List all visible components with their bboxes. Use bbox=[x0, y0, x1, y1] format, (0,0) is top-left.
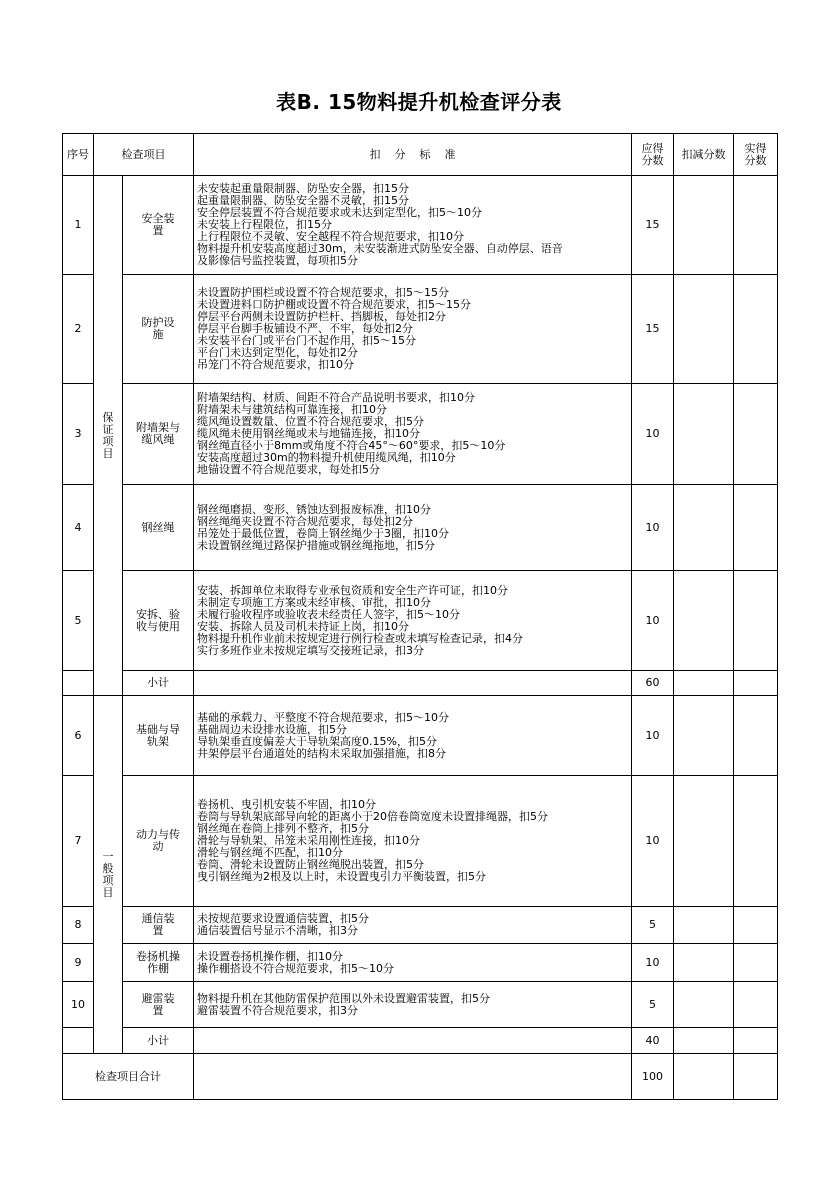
standard-line: 未制定专项施工方案或未经审核、审批，扣10分 bbox=[197, 595, 431, 609]
row-due-score: 10 bbox=[632, 944, 674, 982]
header-deduct: 扣减分数 bbox=[674, 134, 734, 176]
row-standard bbox=[194, 485, 632, 571]
group-label-text: 保证项目 bbox=[102, 410, 114, 460]
table-row bbox=[63, 275, 778, 384]
row-standard bbox=[194, 671, 632, 696]
row-standard bbox=[194, 1028, 632, 1054]
row-item-text: 基础与导轨架 bbox=[136, 722, 180, 748]
group-label-general bbox=[94, 696, 123, 1054]
row-actual-score[interactable] bbox=[734, 1028, 778, 1054]
standard-line: 吊笼处于最低位置，卷筒上钢丝绳少于3圈，扣10分 bbox=[197, 526, 449, 540]
row-item-text: 避雷装置 bbox=[141, 991, 175, 1017]
table-row bbox=[63, 176, 778, 275]
row-actual-score[interactable] bbox=[734, 776, 778, 907]
row-item bbox=[123, 696, 194, 776]
total-deduct-score[interactable] bbox=[674, 1054, 734, 1100]
header-standard: 扣 分 标 准 bbox=[194, 134, 632, 176]
row-due-score: 15 bbox=[632, 275, 674, 384]
standard-line: 安全停层装置不符合规范要求或未达到定型化，扣5～10分 bbox=[197, 206, 482, 219]
standard-line: 上行程限位不灵敏、安全越程不符合规范要求，扣10分 bbox=[197, 230, 464, 243]
row-item bbox=[123, 571, 194, 671]
row-standard bbox=[194, 982, 632, 1028]
row-item-text: 防护设施 bbox=[141, 316, 175, 341]
total-standard bbox=[194, 1054, 632, 1100]
row-seq: 1 bbox=[63, 176, 94, 275]
standard-line: 附墙架结构、材质、间距不符合产品说明书要求，扣10分 bbox=[197, 391, 475, 404]
standard-line: 井架停层平台通道处的结构未采取加强措施，扣8分 bbox=[197, 746, 446, 760]
standard-line: 卷扬机、曳引机安装不牢固，扣10分 bbox=[197, 798, 376, 811]
row-actual-score[interactable] bbox=[734, 907, 778, 944]
header-row bbox=[63, 134, 778, 176]
row-actual-score[interactable] bbox=[734, 944, 778, 982]
row-seq: 2 bbox=[63, 275, 94, 384]
row-item-text: 小计 bbox=[147, 676, 169, 689]
row-item-text: 安拆、验收与使用 bbox=[136, 607, 180, 633]
row-deduct-score[interactable] bbox=[674, 1028, 734, 1054]
row-deduct-score[interactable] bbox=[674, 907, 734, 944]
row-item-text: 卷扬机操作棚 bbox=[136, 949, 180, 975]
standard-line: 附墙架未与建筑结构可靠连接，扣10分 bbox=[197, 403, 387, 416]
total-label: 检查项目合计 bbox=[63, 1054, 194, 1100]
standard-line: 卷筒与导轨架底部导向轮的距离小于20倍卷筒宽度未设置排绳器，扣5分 bbox=[197, 810, 548, 823]
row-due-score: 60 bbox=[632, 671, 674, 696]
row-standard bbox=[194, 944, 632, 982]
row-standard bbox=[194, 275, 632, 384]
row-seq: 8 bbox=[63, 907, 94, 944]
row-deduct-score[interactable] bbox=[674, 696, 734, 776]
row-item-text: 通信装置 bbox=[141, 912, 175, 937]
row-seq: 10 bbox=[63, 982, 94, 1028]
row-standard bbox=[194, 776, 632, 907]
row-item bbox=[123, 776, 194, 907]
standard-line: 物料提升机作业前未按规定进行例行检查或未填写检查记录，扣4分 bbox=[197, 631, 523, 645]
standard-line: 钢丝绳绳夹设置不符合规范要求，每处扣2分 bbox=[197, 514, 413, 528]
row-deduct-score[interactable] bbox=[674, 384, 734, 485]
header-due bbox=[632, 134, 674, 176]
row-seq: 4 bbox=[63, 485, 94, 571]
standard-line: 安装高度超过30m的物料提升机使用缆风绳，扣10分 bbox=[197, 451, 456, 464]
table-row bbox=[63, 907, 778, 944]
row-due-score: 10 bbox=[632, 485, 674, 571]
header-actual bbox=[734, 134, 778, 176]
header-due-text: 应得分数 bbox=[641, 141, 664, 167]
standard-line: 未安装上行程限位，扣15分 bbox=[197, 218, 332, 231]
header-item: 检查项目 bbox=[94, 134, 194, 176]
row-due-score: 15 bbox=[632, 176, 674, 275]
row-item-text: 附墙架与缆风绳 bbox=[136, 421, 180, 446]
table-row bbox=[63, 982, 778, 1028]
group-label-text: 一般项目 bbox=[102, 849, 114, 899]
row-deduct-score[interactable] bbox=[674, 671, 734, 696]
table-row bbox=[63, 696, 778, 776]
row-seq bbox=[63, 1028, 94, 1054]
row-actual-score[interactable] bbox=[734, 671, 778, 696]
row-item bbox=[123, 944, 194, 982]
group-label-guarantee bbox=[94, 176, 123, 696]
row-due-score: 10 bbox=[632, 776, 674, 907]
row-seq: 9 bbox=[63, 944, 94, 982]
standard-line: 钢丝绳直径小于8mm或角度不符合45°～60°要求，扣5～10分 bbox=[197, 439, 506, 452]
row-item bbox=[123, 1028, 194, 1054]
standard-line: 安装、拆除人员及司机未持证上岗，扣10分 bbox=[197, 619, 409, 633]
standard-line: 滑轮与钢丝绳不匹配，扣10分 bbox=[197, 846, 343, 859]
standard-line: 停层平台两侧未设置防护栏杆、挡脚板，每处扣2分 bbox=[197, 310, 446, 323]
row-due-score: 40 bbox=[632, 1028, 674, 1054]
header-actual-text: 实得分数 bbox=[744, 141, 767, 167]
standard-line: 起重量限制器、防坠安全器不灵敏，扣15分 bbox=[197, 194, 409, 207]
row-item bbox=[123, 907, 194, 944]
row-seq: 3 bbox=[63, 384, 94, 485]
row-actual-score[interactable] bbox=[734, 275, 778, 384]
standard-line: 未按规范要求设置通信装置，扣5分 bbox=[197, 912, 369, 925]
row-deduct-score[interactable] bbox=[674, 982, 734, 1028]
standard-line: 缆风绳未使用钢丝绳或未与地锚连接，扣10分 bbox=[197, 427, 420, 440]
standard-line: 避雷装置不符合规范要求，扣3分 bbox=[197, 1003, 358, 1017]
row-item-text: 动力与传动 bbox=[136, 828, 180, 853]
row-deduct-score[interactable] bbox=[674, 776, 734, 907]
standard-line: 曳引钢丝绳为2根及以上时，未设置曳引力平衡装置，扣5分 bbox=[197, 870, 486, 883]
row-standard bbox=[194, 384, 632, 485]
standard-line: 通信装置信号显示不清晰，扣3分 bbox=[197, 924, 358, 937]
standard-line: 滑轮与导轨架、吊笼未采用刚性连接，扣10分 bbox=[197, 834, 420, 847]
standard-line: 缆风绳设置数量、位置不符合规范要求，扣5分 bbox=[197, 415, 424, 428]
total-due-score: 100 bbox=[632, 1054, 674, 1100]
standard-line: 钢丝绳在卷筒上排列不整齐，扣5分 bbox=[197, 822, 369, 835]
row-actual-score[interactable] bbox=[734, 176, 778, 275]
row-item-text: 钢丝绳 bbox=[141, 520, 175, 534]
row-deduct-score[interactable] bbox=[674, 176, 734, 275]
row-deduct-score[interactable] bbox=[674, 944, 734, 982]
row-deduct-score[interactable] bbox=[674, 485, 734, 571]
row-actual-score[interactable] bbox=[734, 982, 778, 1028]
table-row bbox=[63, 485, 778, 571]
standard-line: 物料提升机安装高度超过30m，未安装渐进式防坠安全器、自动停层、语音 bbox=[197, 242, 563, 255]
row-due-score: 5 bbox=[632, 907, 674, 944]
total-row bbox=[63, 1054, 778, 1100]
row-standard bbox=[194, 907, 632, 944]
row-item-text: 安全装置 bbox=[141, 212, 175, 237]
row-standard bbox=[194, 176, 632, 275]
standard-line: 平台门未达到定型化，每处扣2分 bbox=[197, 346, 358, 359]
row-due-score: 5 bbox=[632, 982, 674, 1028]
standard-line: 实行多班作业未按规定填写交接班记录，扣3分 bbox=[197, 643, 424, 657]
standard-line: 未安装起重量限制器、防坠安全器，扣15分 bbox=[197, 182, 409, 195]
standard-line: 及影像信号监控装置，每项扣5分 bbox=[197, 254, 358, 267]
row-item bbox=[123, 275, 194, 384]
row-item bbox=[123, 384, 194, 485]
standard-line: 基础的承载力、平整度不符合规范要求，扣5～10分 bbox=[197, 710, 449, 724]
standard-line: 停层平台脚手板铺设不严、不牢，每处扣2分 bbox=[197, 322, 413, 335]
standard-line: 操作棚搭设不符合规范要求，扣5～10分 bbox=[197, 961, 394, 975]
row-seq: 6 bbox=[63, 696, 94, 776]
score-table bbox=[62, 133, 778, 1100]
table-row bbox=[63, 671, 778, 696]
header-seq: 序号 bbox=[63, 134, 94, 176]
standard-line: 未安装平台门或平台门不起作用，扣5～15分 bbox=[197, 334, 416, 347]
row-actual-score[interactable] bbox=[734, 571, 778, 671]
row-item-text: 小计 bbox=[147, 1033, 169, 1047]
row-due-score: 10 bbox=[632, 384, 674, 485]
table-row bbox=[63, 944, 778, 982]
row-due-score: 10 bbox=[632, 696, 674, 776]
standard-line: 卷筒、滑轮未设置防止钢丝绳脱出装置，扣5分 bbox=[197, 858, 424, 871]
standard-line: 地锚设置不符合规范要求，每处扣5分 bbox=[197, 463, 380, 476]
table-row bbox=[63, 384, 778, 485]
standard-line: 钢丝绳磨损、变形、锈蚀达到报废标准，扣10分 bbox=[197, 502, 431, 516]
row-seq: 5 bbox=[63, 571, 94, 671]
row-actual-score[interactable] bbox=[734, 696, 778, 776]
standard-line: 物料提升机在其他防雷保护范围以外未设置避雷装置，扣5分 bbox=[197, 991, 490, 1005]
table-row bbox=[63, 776, 778, 907]
row-item bbox=[123, 671, 194, 696]
row-deduct-score[interactable] bbox=[674, 275, 734, 384]
row-actual-score[interactable] bbox=[734, 384, 778, 485]
row-actual-score[interactable] bbox=[734, 485, 778, 571]
standard-line: 吊笼门不符合规范要求，扣10分 bbox=[197, 358, 354, 371]
standard-line: 基础周边未设排水设施，扣5分 bbox=[197, 722, 347, 736]
page-title: 表B. 15物料提升机检查评分表 bbox=[276, 90, 562, 114]
standard-line: 导轨架垂直度偏差大于导轨架高度0.15%，扣5分 bbox=[197, 734, 437, 748]
row-seq bbox=[63, 671, 94, 696]
table-row bbox=[63, 1028, 778, 1054]
row-item bbox=[123, 485, 194, 571]
table-row bbox=[63, 571, 778, 671]
row-item bbox=[123, 176, 194, 275]
standard-line: 未设置进料口防护棚或设置不符合规范要求，扣5～15分 bbox=[197, 298, 471, 311]
standard-line: 未设置卷扬机操作棚，扣10分 bbox=[197, 949, 343, 963]
row-due-score: 10 bbox=[632, 571, 674, 671]
standard-line: 未设置钢丝绳过路保护措施或钢丝绳拖地，扣5分 bbox=[197, 538, 435, 552]
standard-line: 未履行验收程序或验收表未经责任人签字，扣5～10分 bbox=[197, 607, 460, 621]
row-standard bbox=[194, 696, 632, 776]
standard-line: 未设置防护围栏或设置不符合规范要求，扣5～15分 bbox=[197, 286, 449, 299]
standard-line: 安装、拆卸单位未取得专业承包资质和安全生产许可证，扣10分 bbox=[197, 583, 508, 597]
row-standard bbox=[194, 571, 632, 671]
row-deduct-score[interactable] bbox=[674, 571, 734, 671]
total-actual-score[interactable] bbox=[734, 1054, 778, 1100]
row-item bbox=[123, 982, 194, 1028]
row-seq: 7 bbox=[63, 776, 94, 907]
